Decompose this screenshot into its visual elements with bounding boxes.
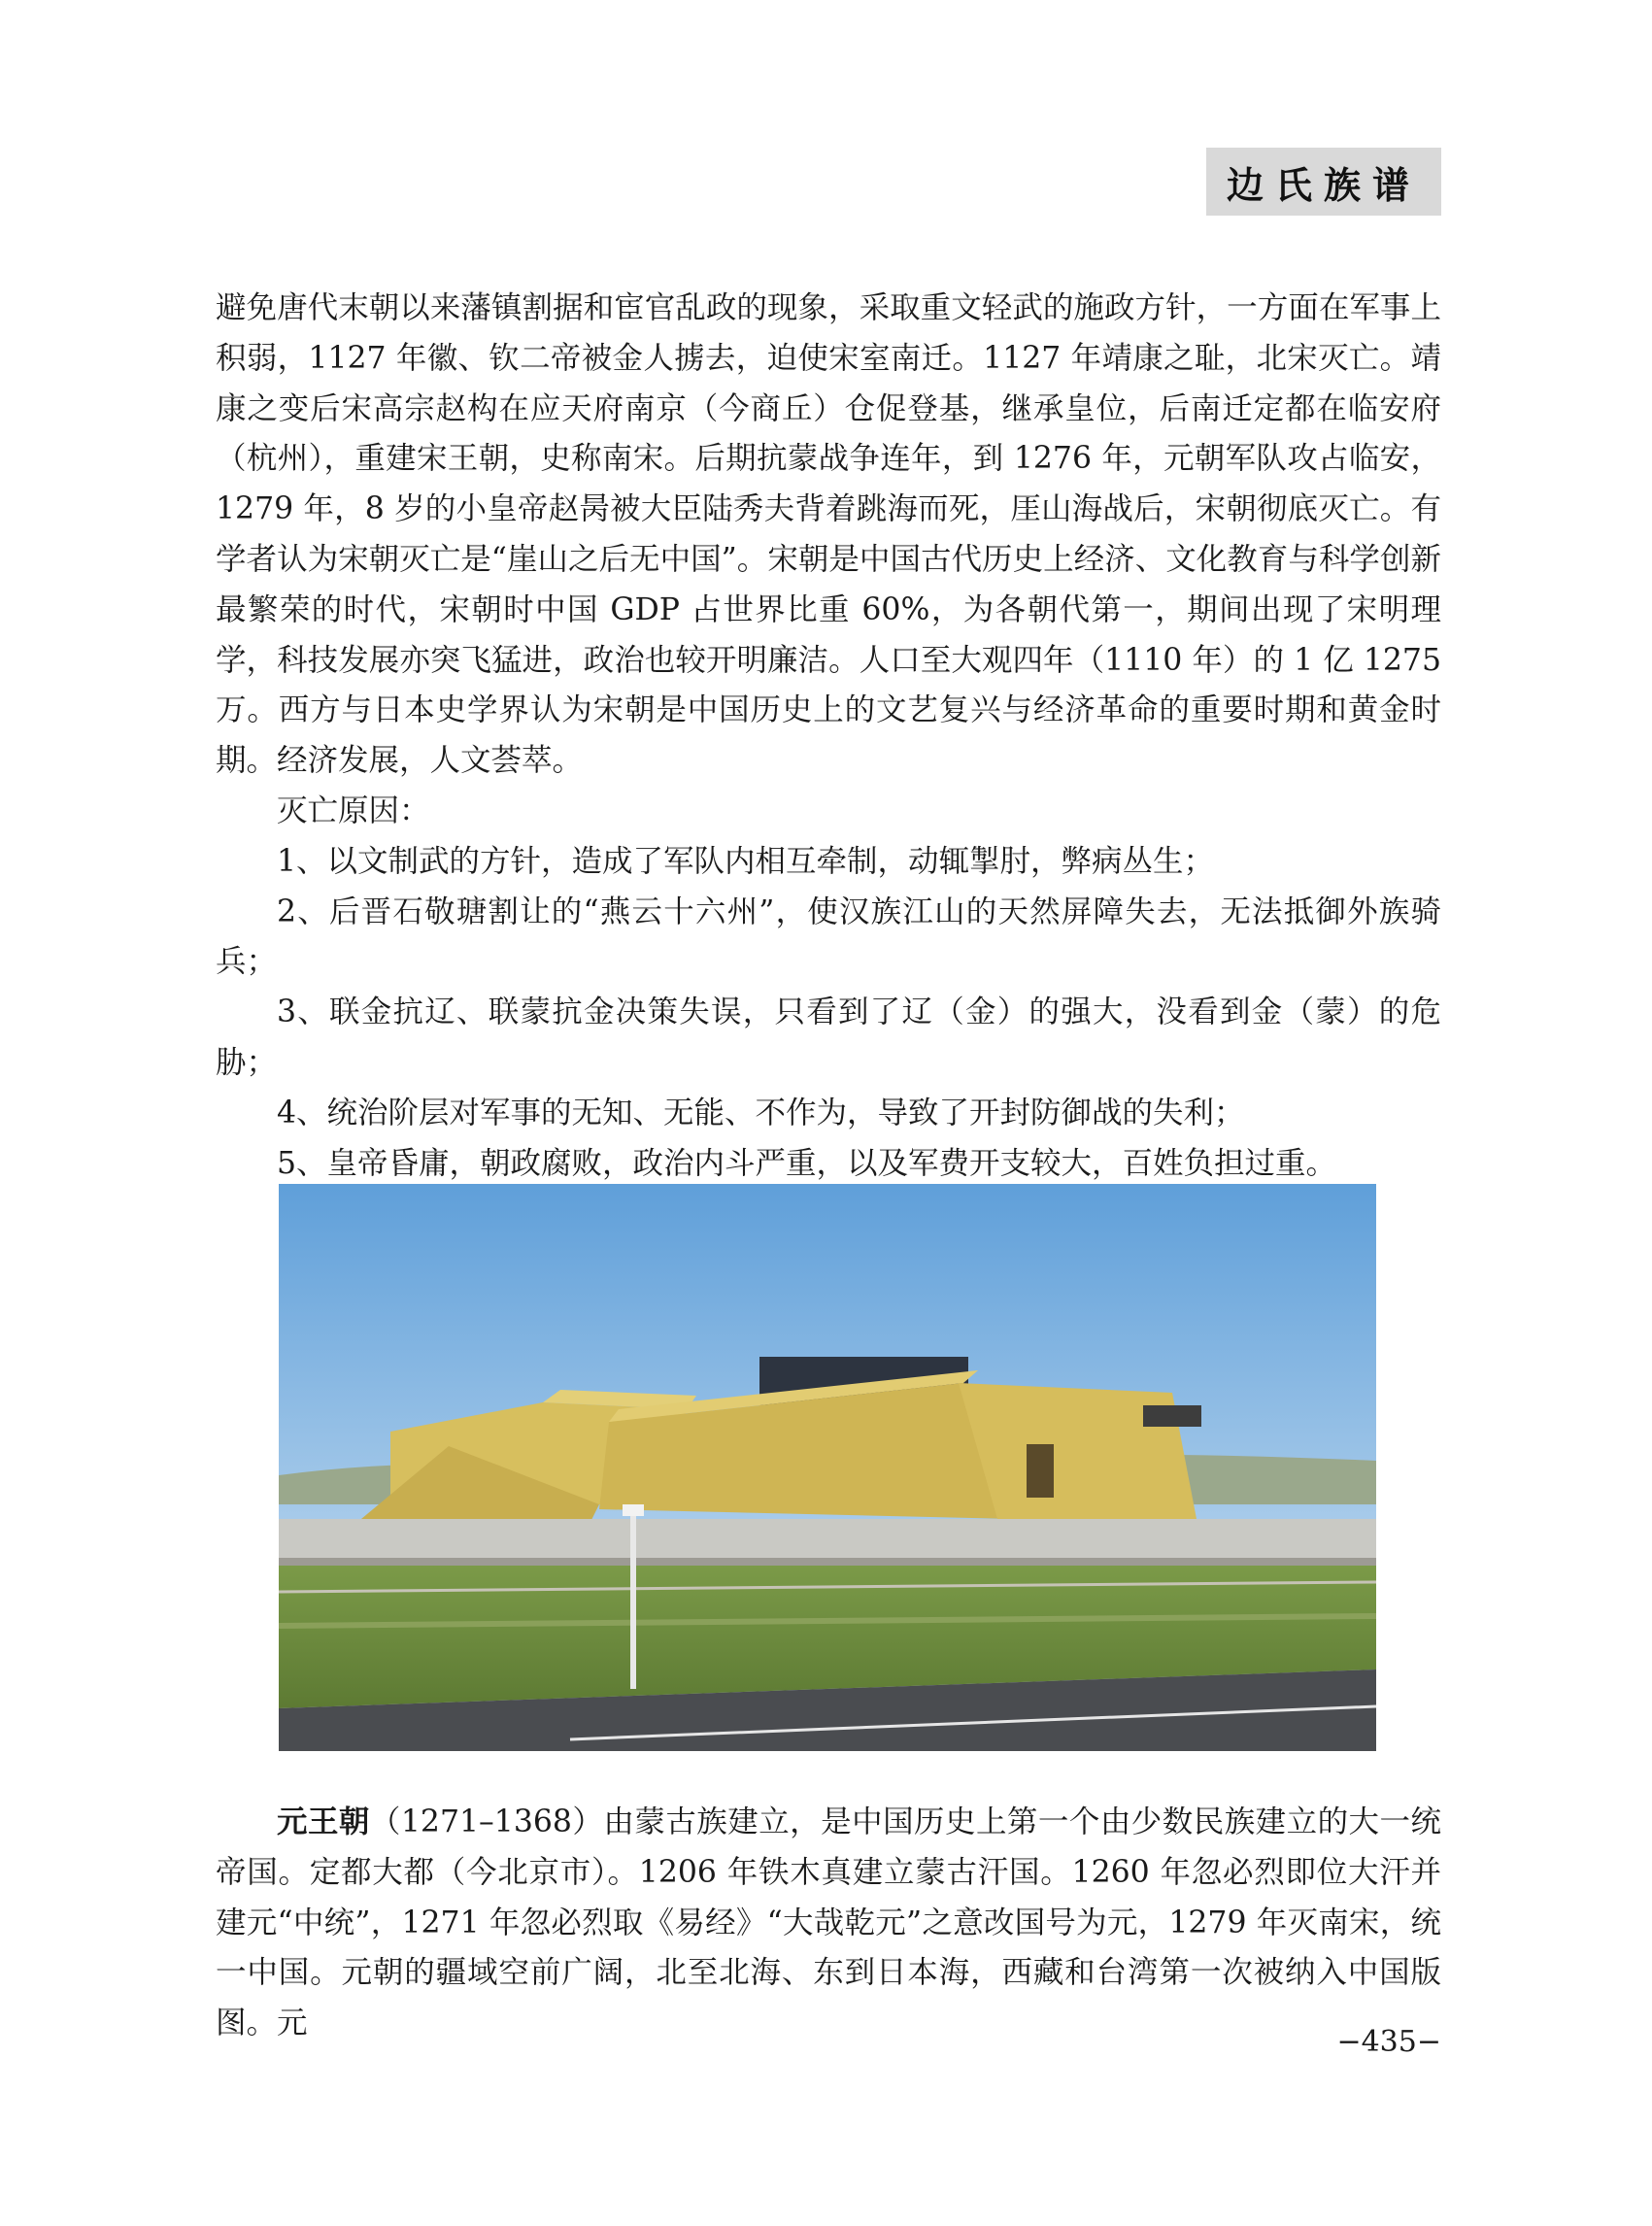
museum-building-photo <box>279 1184 1376 1751</box>
yuan-dynasty-text <box>216 1797 1441 2049</box>
paragraph-yuan-summary <box>216 1797 1441 2049</box>
song-dynasty-text <box>216 284 1441 1189</box>
page-number: −435− <box>1336 2025 1441 2059</box>
paragraph-reason-2: 2、后晋石敬瑭割让的“燕云十六州”，使汉族江山的天然屏障失去，无法抵御外族骑兵； <box>216 894 1441 980</box>
paragraph-fall-reasons-heading: 灭亡原因： <box>277 793 430 828</box>
paragraph-reason-1: 1、以文制武的方针，造成了军队内相互牵制，动辄掣肘，弊病丛生； <box>277 843 1215 879</box>
yuan-dynasty-body: （1271–1368）由蒙古族建立，是中国历史上第一个由少数民族建立的大一统帝国。定都大都（今北京市）。1206 年铁木真建立蒙古汗国。1260 年忽必烈即位大汗并建元“中统”，1271 年忽必烈取《易经》“大哉乾元”之意改国号为元，1279 年灭南宋，统一中国。元朝的疆域空前广阔，北至北海、东到日本海，西藏和台湾第一次被纳入中国版图。元 <box>216 1804 1441 2041</box>
paragraph-reason-4: 4、统治阶层对军事的无知、无能、不作为，导致了开封防御战的失利； <box>277 1095 1245 1130</box>
yuan-dynasty-title: 元王朝 <box>277 1804 370 1839</box>
paragraph-reason-3: 3、联金抗辽、联蒙抗金决策失误，只看到了辽（金）的强大，没看到金（蒙）的危胁； <box>216 995 1441 1080</box>
section-header-tag: 边氏族谱 <box>1206 148 1441 216</box>
paragraph-song-summary: 避免唐代末朝以来藩镇割据和宦官乱政的现象，采取重文轻武的施政方针，一方面在军事上积弱，1127 年徽、钦二帝被金人掳去，迫使宋室南迁。1127 年靖康之耻，北宋灭亡。靖康之变后宋高宗赵构在应天府南京（今商丘）仓促登基，继承皇位，后南迁定都在临安府（杭州），重建宋王朝，史称南宋。后期抗蒙战争连年，到 1276 年，元朝军队攻占临安，1279 年，8 岁的小皇帝赵昺被大臣陆秀夫背着跳海而死，厓山海战后，宋朝彻底灭亡。有学者认为宋朝灭亡是“崖山之后无中国”。宋朝是中国古代历史上经济、文化教育与科学创新最繁荣的时代，宋朝时中国 GDP 占世界比重 60%，为各朝代第一，期间出现了宋明理学，科技发展亦突飞猛进，政治也较开明廉洁。人口至大观四年（1110 年）的 1 亿 1275 万。西方与日本史学界认为宋朝是中国历史上的文艺复兴与经济革命的重要时期和黄金时期。经济发展，人文荟萃。 <box>216 290 1441 779</box>
paragraph-reason-5: 5、皇帝昏庸，朝政腐败，政治内斗严重，以及军费开支较大，百姓负担过重。 <box>277 1145 1337 1181</box>
